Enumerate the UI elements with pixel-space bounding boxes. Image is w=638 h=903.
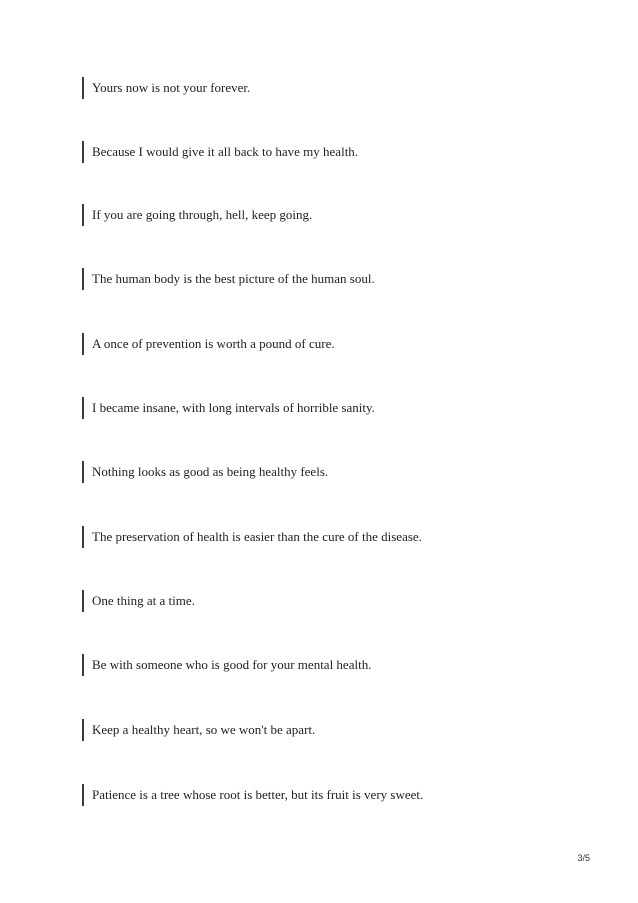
quote-item bbox=[82, 719, 582, 741]
quote-bar bbox=[82, 461, 84, 483]
quote-bar bbox=[82, 590, 84, 612]
quote-text: I became insane, with long intervals of horrible sanity. bbox=[92, 400, 375, 415]
quote-item bbox=[82, 526, 582, 548]
quote-item bbox=[82, 654, 582, 676]
quote-item bbox=[82, 397, 582, 419]
quote-text: The preservation of health is easier than the cure of the disease. bbox=[92, 529, 422, 544]
quote-bar bbox=[82, 77, 84, 99]
quote-text: Keep a healthy heart, so we won't be apart. bbox=[92, 722, 316, 737]
quote-bar bbox=[82, 204, 84, 226]
quote-text: Be with someone who is good for your mental health. bbox=[92, 657, 372, 672]
quote-text: Patience is a tree whose root is better, but its fruit is very sweet. bbox=[92, 787, 424, 802]
quote-text: Because I would give it all back to have my health. bbox=[92, 144, 359, 159]
quote-text: If you are going through, hell, keep going. bbox=[92, 207, 313, 222]
quote-item bbox=[82, 333, 582, 355]
quote-item bbox=[82, 77, 582, 99]
quote-bar bbox=[82, 397, 84, 419]
quote-text: A once of prevention is worth a pound of cure. bbox=[92, 336, 335, 351]
quote-item bbox=[82, 461, 582, 483]
quote-bar bbox=[82, 268, 84, 290]
quote-bar bbox=[82, 784, 84, 806]
quote-text: The human body is the best picture of the human soul. bbox=[92, 271, 375, 286]
quote-bar bbox=[82, 719, 84, 741]
quote-bar bbox=[82, 654, 84, 676]
quote-bar bbox=[82, 333, 84, 355]
quote-item bbox=[82, 784, 582, 806]
quote-bar bbox=[82, 526, 84, 548]
quote-item bbox=[82, 268, 582, 290]
quote-text: Nothing looks as good as being healthy feels. bbox=[92, 464, 329, 479]
quote-text: One thing at a time. bbox=[92, 593, 195, 608]
quote-item bbox=[82, 204, 582, 226]
quote-item bbox=[82, 141, 582, 163]
quote-item bbox=[82, 590, 582, 612]
page-number: 3/5 bbox=[577, 853, 590, 863]
quote-text: Yours now is not your forever. bbox=[92, 80, 251, 95]
quote-bar bbox=[82, 141, 84, 163]
